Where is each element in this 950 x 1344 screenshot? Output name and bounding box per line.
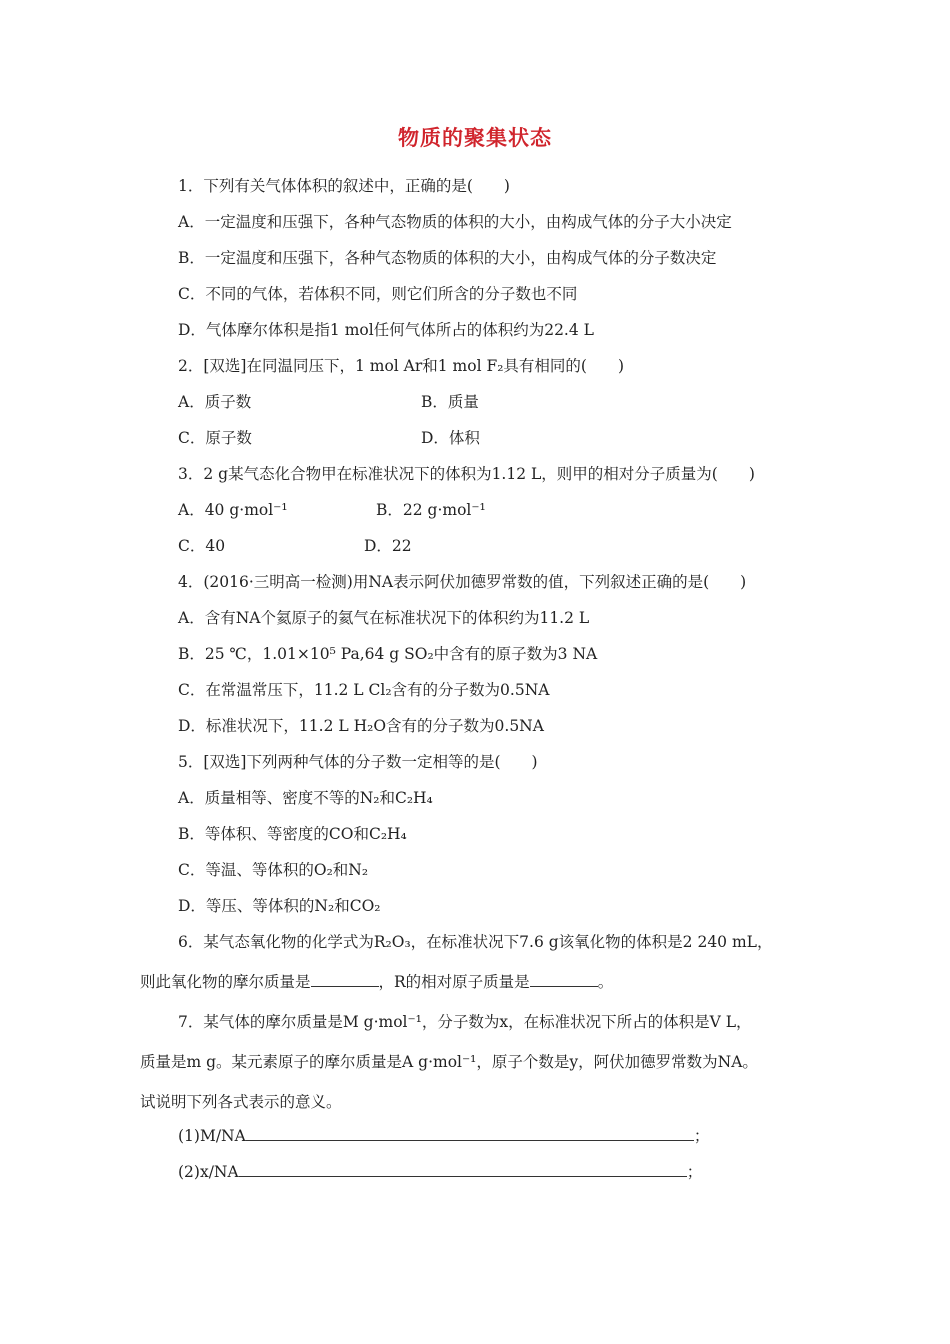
question-1-option-a: A．一定温度和压强下，各种气态物质的体积的大小，由构成气体的分子大小决定	[178, 213, 732, 231]
question-1-option-c: C．不同的气体，若体积不同，则它们所含的分子数也不同	[178, 285, 578, 303]
question-2-option-b: B．质量	[421, 393, 479, 411]
answer-line-2[interactable]	[239, 1162, 687, 1177]
question-7-line-2: 质量是m g。某元素原子的摩尔质量是A g·mol⁻¹，原子个数是y，阿伏加德罗常数为NA。	[140, 1053, 758, 1071]
question-6-text-c: 。	[597, 973, 614, 991]
question-3-option-b: B．22 g·mol⁻¹	[376, 501, 486, 519]
question-7-sub-2-label: (2)x/NA	[178, 1163, 239, 1181]
question-6-line-2	[140, 972, 613, 992]
question-1-option-d: D．气体摩尔体积是指1 mol任何气体所占的体积约为22.4 L	[178, 321, 594, 339]
question-2-option-d: D．体积	[421, 429, 480, 447]
question-3-option-a: A．40 g·mol⁻¹	[178, 501, 288, 519]
semicolon: ；	[686, 1163, 703, 1181]
question-5-option-d: D．等压、等体积的N₂和CO₂	[178, 897, 381, 915]
question-4-option-a: A．含有NA个氦原子的氦气在标准状况下的体积约为11.2 L	[178, 609, 590, 627]
question-4-option-d: D．标准状况下，11.2 L H₂O含有的分子数为0.5NA	[178, 717, 544, 735]
answer-blank-atomic-mass[interactable]	[530, 972, 598, 987]
question-6-text-b: ，R的相对原子质量是	[378, 973, 530, 991]
question-2-stem: 2．[双选]在同温同压下，1 mol Ar和1 mol F₂具有相同的( )	[178, 357, 625, 375]
question-1-stem: 1．下列有关气体体积的叙述中，正确的是( )	[178, 177, 510, 195]
answer-line-1[interactable]	[246, 1126, 694, 1141]
question-2-option-c: C．原子数	[178, 429, 252, 447]
question-5-option-b: B．等体积、等密度的CO和C₂H₄	[178, 825, 407, 843]
question-3-stem: 3．2 g某气态化合物甲在标准状况下的体积为1.12 L，则甲的相对分子质量为( )	[178, 465, 755, 483]
question-7-sub-1	[178, 1126, 709, 1146]
question-3-option-c: C．40	[178, 537, 226, 555]
page-title: 物质的聚集状态	[398, 126, 552, 150]
question-2-option-a: A．质子数	[178, 393, 252, 411]
question-7-line-1: 7．某气体的摩尔质量是M g·mol⁻¹，分子数为x，在标准状况下所占的体积是V L，	[178, 1013, 752, 1031]
question-7-sub-2	[178, 1162, 702, 1182]
answer-blank-molar-mass[interactable]	[311, 972, 379, 987]
question-7-line-3: 试说明下列各式表示的意义。	[140, 1093, 342, 1111]
question-7-sub-1-label: (1)M/NA	[178, 1127, 246, 1145]
question-4-option-c: C．在常温常压下，11.2 L Cl₂含有的分子数为0.5NA	[178, 681, 550, 699]
question-6-line-1: 6．某气态氧化物的化学式为R₂O₃，在标准状况下7.6 g该氧化物的体积是2 240 mL，	[178, 933, 773, 951]
question-3-option-d: D．22	[364, 537, 412, 555]
question-4-option-b: B．25 ℃，1.01×10⁵ Pa,64 g SO₂中含有的原子数为3 NA	[178, 645, 598, 663]
question-1-option-b: B．一定温度和压强下，各种气态物质的体积的大小，由构成气体的分子数决定	[178, 249, 717, 267]
question-4-stem: 4．(2016·三明高一检测)用NA表示阿伏加德罗常数的值，下列叙述正确的是( )	[178, 573, 747, 591]
question-6-text-a: 则此氧化物的摩尔质量是	[140, 973, 311, 991]
semicolon: ；	[693, 1127, 710, 1145]
question-5-stem: 5．[双选]下列两种气体的分子数一定相等的是( )	[178, 753, 538, 771]
question-5-option-a: A．质量相等、密度不等的N₂和C₂H₄	[178, 789, 433, 807]
question-5-option-c: C．等温、等体积的O₂和N₂	[178, 861, 369, 879]
